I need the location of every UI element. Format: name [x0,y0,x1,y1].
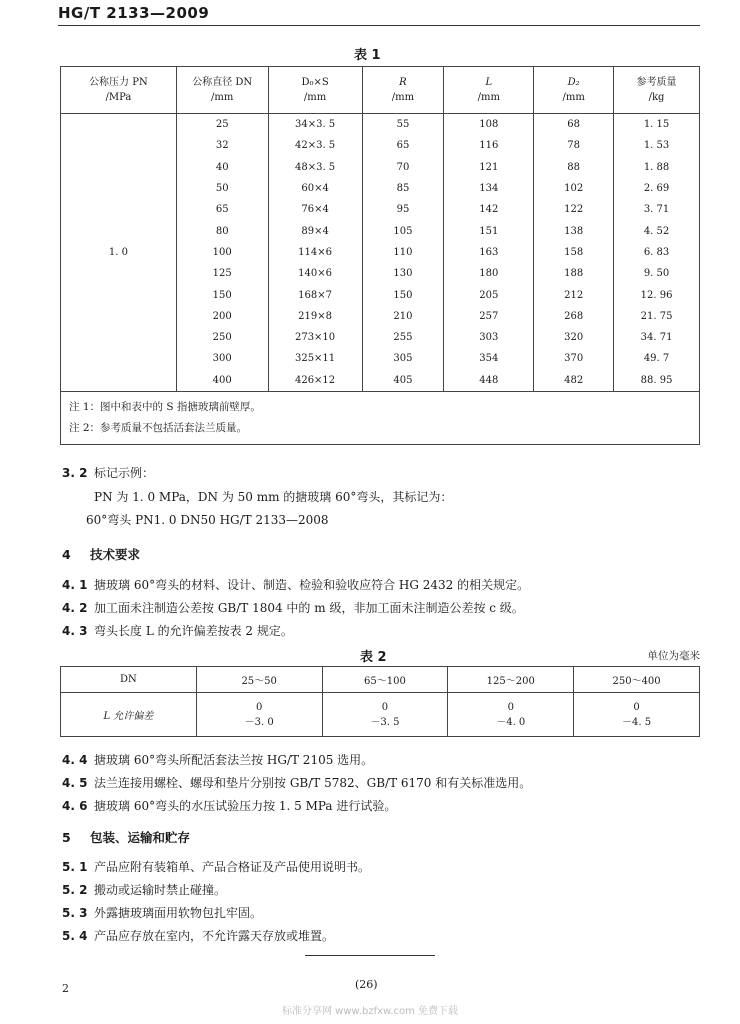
table1-cell: 482 [534,370,614,392]
clause-5-4: 5. 4 产品应存放在室内，不允许露天存放或堆置。 [62,929,335,943]
table2-tolerance: 0 －4. 0 [448,693,574,737]
table1-cell: 142 [444,199,534,220]
section-5-heading: 5 包装、运输和贮存 [62,830,191,845]
table2-header-range: 65～100 [322,667,448,693]
table1-cell: 100 [176,242,268,263]
clause-4-2: 4. 2 加工面未注制造公差按 GB/T 1804 中的 m 级，非加工面未注制造公差按 c 级。 [62,601,524,615]
table1-header-d2: D₂ /mm [534,67,614,114]
table2-tolerance: 0 －3. 5 [322,693,448,737]
table1-cell: 76×4 [268,199,362,220]
table1-cell: 3. 71 [614,199,700,220]
table2-header-range: 250～400 [574,667,700,693]
table1-cell: 65 [362,135,444,156]
end-rule [305,955,435,956]
table1-note: 注 2：参考质量不包括活套法兰质量。 [69,421,248,434]
table2-header-range: 25～50 [196,667,322,693]
table1-cell: 255 [362,327,444,348]
table1-cell: 257 [444,306,534,327]
table1-cell: 150 [176,284,268,305]
table1-cell: 150 [362,284,444,305]
table1-header-r: R /mm [362,67,444,114]
table1-cell: 426×12 [268,370,362,392]
clause-5-3: 5. 3 外露搪玻璃面用软物包扎牢固。 [62,906,263,920]
table1-cell: 9. 50 [614,263,700,284]
table2-caption: 表 2 [360,650,387,665]
table1-header-l: L /mm [444,67,534,114]
table1-cell: 212 [534,284,614,305]
table1-cell: 25 [176,114,268,136]
table1-cell: 138 [534,220,614,241]
watermark: 标准分享网 www.bzfxw.com 免费下载 [282,1006,458,1017]
table2-header-dn: DN [61,667,197,693]
table1-header-d0s: D₀×S /mm [268,67,362,114]
clause-4-5: 4. 5 法兰连接用螺栓、螺母和垫片分别按 GB/T 5782、GB/T 6170 和有关标准选用。 [62,776,532,790]
table2-row-label: L 允许偏差 [61,693,197,737]
table1-cell: 48×3. 5 [268,157,362,178]
clause-4-6: 4. 6 搪玻璃 60°弯头的水压试验压力按 1. 5 MPa 进行试验。 [62,799,397,813]
table2-tolerance: 0 －4. 5 [574,693,700,737]
table1-caption: 表 1 [354,48,381,63]
table2-header-range: 125～200 [448,667,574,693]
table1-cell: 163 [444,242,534,263]
table1-notes [61,391,700,444]
table1-cell: 42×3. 5 [268,135,362,156]
table1-cell: 405 [362,370,444,392]
table1-header-dn: 公称直径 DN /mm [176,67,268,114]
table1-cell: 55 [362,114,444,136]
table1-row [61,114,700,136]
table1-cell: 320 [534,327,614,348]
table1-cell: 102 [534,178,614,199]
table1-cell: 305 [362,348,444,369]
table1-cell: 303 [444,327,534,348]
table2 [60,666,700,737]
table2-tolerance: 0 －3. 0 [196,693,322,737]
table1-cell: 300 [176,348,268,369]
table1-cell: 12. 96 [614,284,700,305]
table1-cell: 70 [362,157,444,178]
page-code: (26) [355,978,378,991]
header-rule [58,25,700,26]
table1-cell: 134 [444,178,534,199]
table1-cell: 1. 88 [614,157,700,178]
table1-pn-cell: 1. 0 [61,114,177,392]
clause-4-3: 4. 3 弯头长度 L 的允许偏差按表 2 规定。 [62,624,293,638]
table1-cell: 34. 71 [614,327,700,348]
table1-cell: 130 [362,263,444,284]
table1-cell: 65 [176,199,268,220]
table1-note: 注 1：图中和表中的 S 指搪玻璃前壁厚。 [69,400,261,413]
table1-cell: 32 [176,135,268,156]
table1-cell: 114×6 [268,242,362,263]
table1-cell: 78 [534,135,614,156]
table1-cell: 49. 7 [614,348,700,369]
table1-cell: 68 [534,114,614,136]
table1-cell: 2. 69 [614,178,700,199]
table1 [60,66,700,445]
table1-header-mass: 参考质量 /kg [614,67,700,114]
table1-cell: 1. 53 [614,135,700,156]
section-3-2-heading: 3. 2 标记示例： [62,466,155,480]
table1-cell: 110 [362,242,444,263]
table1-cell: 219×8 [268,306,362,327]
table1-cell: 168×7 [268,284,362,305]
table1-cell: 88. 95 [614,370,700,392]
table1-cell: 370 [534,348,614,369]
standard-number: HG/T 2133—2009 [58,4,210,22]
table1-cell: 140×6 [268,263,362,284]
table1-cell: 108 [444,114,534,136]
section-3-2-marking: 60°弯头 PN1. 0 DN50 HG/T 2133—2008 [86,513,329,527]
clause-4-1: 4. 1 搪玻璃 60°弯头的材料、设计、制造、检验和验收应符合 HG 2432 的相关规定。 [62,578,530,592]
table1-cell: 122 [534,199,614,220]
table1-cell: 325×11 [268,348,362,369]
table1-cell: 50 [176,178,268,199]
table1-cell: 180 [444,263,534,284]
table1-cell: 188 [534,263,614,284]
table1-cell: 4. 52 [614,220,700,241]
table1-cell: 200 [176,306,268,327]
table1-cell: 6. 83 [614,242,700,263]
page-number: 2 [62,982,69,995]
table1-cell: 210 [362,306,444,327]
table1-cell: 40 [176,157,268,178]
table1-cell: 89×4 [268,220,362,241]
table1-header-pn: 公称压力 PN /MPa [61,67,177,114]
table1-cell: 268 [534,306,614,327]
section-4-heading: 4 技术要求 [62,547,141,562]
clause-5-2: 5. 2 搬动或运输时禁止碰撞。 [62,883,227,897]
table1-cell: 250 [176,327,268,348]
table1-cell: 121 [444,157,534,178]
table1-cell: 400 [176,370,268,392]
table1-cell: 273×10 [268,327,362,348]
clause-4-4: 4. 4 搪玻璃 60°弯头所配活套法兰按 HG/T 2105 选用。 [62,753,374,767]
table2-unit: 单位为毫米 [647,650,700,662]
table1-cell: 151 [444,220,534,241]
clause-5-1: 5. 1 产品应附有装箱单、产品合格证及产品使用说明书。 [62,860,371,874]
table1-cell: 125 [176,263,268,284]
table1-cell: 85 [362,178,444,199]
table1-cell: 158 [534,242,614,263]
table1-cell: 448 [444,370,534,392]
section-3-2-text: PN 为 1. 0 MPa，DN 为 50 mm 的搪玻璃 60°弯头，其标记为： [94,490,453,504]
table1-cell: 205 [444,284,534,305]
table1-cell: 95 [362,199,444,220]
table1-cell: 1. 15 [614,114,700,136]
table1-cell: 88 [534,157,614,178]
table1-cell: 21. 75 [614,306,700,327]
table1-cell: 116 [444,135,534,156]
table1-cell: 105 [362,220,444,241]
table1-cell: 60×4 [268,178,362,199]
table1-cell: 354 [444,348,534,369]
table1-cell: 34×3. 5 [268,114,362,136]
table1-cell: 80 [176,220,268,241]
